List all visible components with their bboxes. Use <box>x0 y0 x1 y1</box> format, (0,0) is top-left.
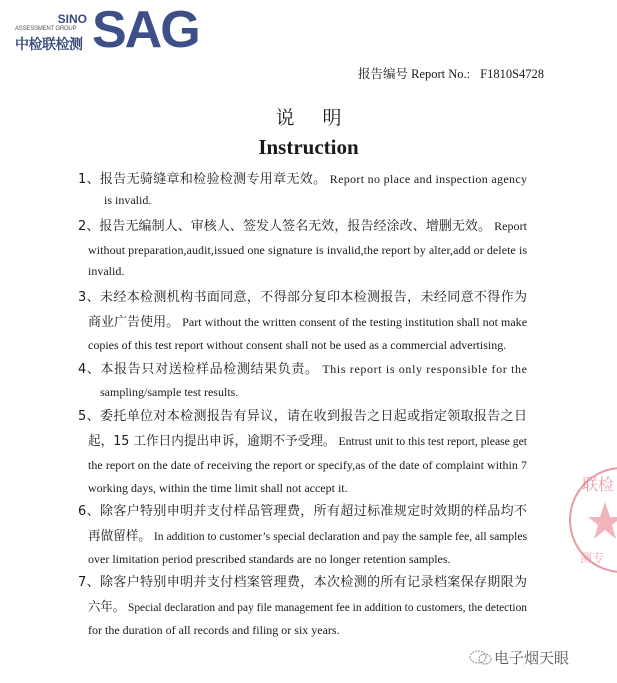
instruction-line <box>88 599 527 616</box>
title-cn <box>0 103 617 130</box>
instruction-en-text: This report is only responsible for the <box>322 362 528 376</box>
instruction-cn-text: 六年。 <box>88 600 126 615</box>
instruction-en-text: Report no place and inspection agency <box>329 172 528 186</box>
instruction-en-text: invalid. <box>88 264 125 278</box>
instruction-en-text: sampling/sample test results. <box>100 385 239 399</box>
title-cn-2: 明 <box>322 107 342 129</box>
instruction-cn-text: 5、委托单位对本检测报告有异议，请在收到报告之日起或指定领取报告之日 <box>78 409 528 424</box>
instruction-line <box>88 337 506 354</box>
instruction-cn-text: 再做留样。 <box>88 529 151 544</box>
logo-cn: 中检联检测 <box>15 37 83 53</box>
instruction-cn-text: 起，15 工作日内提出申诉，逾期不予受理。 <box>88 434 336 449</box>
instruction-line <box>88 314 527 331</box>
instruction-line <box>104 192 151 209</box>
logo-sag: SAG <box>92 1 199 59</box>
instruction-cn-text: 2、报告无编制人、审核人、签发人签名无效，报告经涂改、增删无效。 <box>78 219 491 234</box>
instruction-en-text: the report on the date of receiving the report or specify,as of the date of complaint within 7 <box>88 458 528 472</box>
instruction-line <box>78 574 527 591</box>
logo-sino: SINO <box>57 12 87 26</box>
svg-text:联检: 联检 <box>582 475 615 494</box>
instruction-en-text: over limitation period prescribed standards are no longer retention samples. <box>88 552 451 566</box>
watermark-text: 电子烟天眼 <box>494 649 570 667</box>
instruction-line <box>78 408 527 425</box>
instruction-cn-text: 1、报告无骑缝章和检验检测专用章无效。 <box>78 172 327 187</box>
wechat-icon <box>469 649 493 665</box>
instruction-en-text: Entrust unit to this test report, please get <box>338 434 528 448</box>
instruction-line <box>78 361 528 378</box>
title-cn-1: 说 <box>275 107 295 129</box>
instruction-line <box>78 171 527 188</box>
instruction-en-text: copies of this test report without consent shall not be used as a commercial advertising. <box>88 338 507 352</box>
instruction-en-text: In addition to customer’s special declaration and pay the sample fee, all samples <box>153 529 528 543</box>
report-number-label: 报告编号 Report No.: <box>358 67 471 81</box>
instruction-line <box>78 218 527 235</box>
report-number-value: F1810S4728 <box>480 67 545 81</box>
instruction-line <box>100 384 238 401</box>
instruction-cn-text: 3、未经本检测机构书面同意，不得部分复印本检测报告，未经同意不得作为 <box>78 290 528 305</box>
red-stamp-icon <box>560 462 617 582</box>
instruction-line <box>88 433 527 450</box>
instruction-cn-text: 7、除客户特别申明并支付档案管理费，本次检测的所有记录档案保存期限为 <box>78 575 528 590</box>
instruction-line <box>78 289 527 306</box>
instruction-en-text: is invalid. <box>104 193 152 207</box>
instruction-line <box>88 457 527 474</box>
instruction-line <box>78 503 527 520</box>
instruction-line <box>88 263 124 280</box>
instruction-en-text: for the duration of all records and filing or six years. <box>88 623 340 637</box>
instruction-en-text: working days, within the time limit shall not accept it. <box>88 481 348 495</box>
logo-group: ASSESSMENT GROUP <box>15 26 77 32</box>
instruction-cn-text: 商业广告使用。 <box>88 315 180 330</box>
instruction-line <box>88 551 451 568</box>
instruction-line <box>88 622 340 639</box>
svg-text:测专: 测专 <box>580 551 605 565</box>
instruction-en-text: without preparation,audit,issued one signature is invalid,the report by alter,add or delete is <box>88 243 528 257</box>
instruction-en-text: Report <box>494 219 528 233</box>
instruction-line <box>88 528 527 545</box>
instruction-cn-text: 4、本报告只对送检样品检测结果负责。 <box>78 362 319 377</box>
instruction-en-text: Special declaration and pay file management fee in addition to customers, the detection <box>127 600 528 614</box>
instruction-line <box>88 480 348 497</box>
instruction-line <box>88 242 527 259</box>
report-number <box>358 64 544 82</box>
instruction-en-text: Part without the written consent of the testing institution shall not make <box>182 315 528 329</box>
title-en: Instruction <box>258 135 359 159</box>
instruction-cn-text: 6、除客户特别申明并支付样品管理费，所有超过标准规定时效期的样品均不 <box>78 504 528 519</box>
